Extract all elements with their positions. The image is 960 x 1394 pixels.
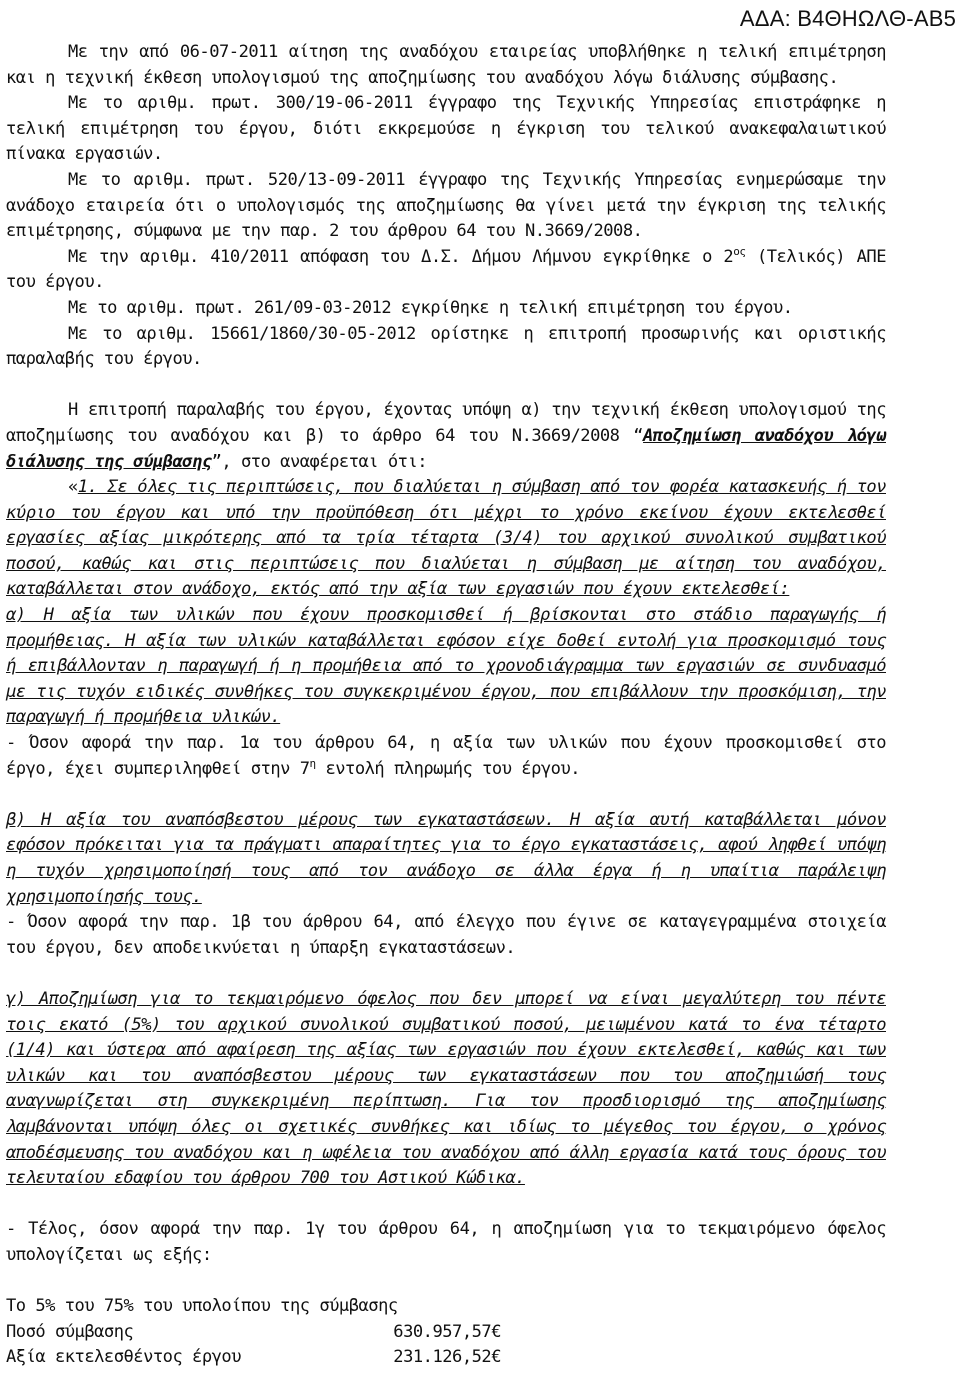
note-a-before: - Όσον αφορά την παρ. 1α του άρθρου 64, η αξία των υλικών που έχουν προσκομισθεί στο έργο, έχει συμπεριληφθεί στην 7 [6,733,886,779]
ada-code: ΑΔΑ: Β4ΘΗΩΛΘ-ΑΒ5 [739,6,956,31]
calc-label: Αξία εκτελεσθέντος έργου [6,1347,241,1368]
intro-p4-before: Με την αριθμ. 410/2011 απόφαση του Δ.Σ. Δήμου Λήμνου εγκρίθηκε ο 2 [68,246,734,267]
calc-row-executed-work [6,1345,886,1371]
intro-paragraph-1: Με την από 06-07-2011 αίτηση της αναδόχου εταιρείας υποβλήθηκε η τελική επιμέτρηση και η τεχνική έκθεση υπολογισμού της αποζημίωσης του αναδόχου λόγω διάλυσης σύμβασης. [6,42,886,88]
committee-bold-title: Αποζημίωση αναδόχου λόγω διάλυσης της σύμβασης [6,425,886,472]
committee-text-end: ”, στο αναφέρεται ότι: [211,451,428,472]
article-item-c: γ) Αποζημίωση για το τεκμαιρόμενο όφελος που δεν μπορεί να είναι μεγαλύτερη του πέντε τοις εκατό (5%) του αρχικού συνολικού συμβατικού ποσού, μειωμένου κατά το ένα τέταρτο (1/4) και ύστερα από αφαίρεση της αξίας των εργασιών που έχουν εκτελεσθεί, καθώς και των υλικών και του αναπόσβεστου μέρους των εγκαταστάσεων που του αποζημιώσή τους αναγνωρίζεται στη συγκεκριμένη περίπτωση. Για τον προσδιορισμό της αποζημίωσης λαμβάνονται υπόψη όλες οι σχετικές συνθήκες και ιδίως το μέγεθος του έργου, ο χρόνος αποδέσμευσης του αναδόχου και η ωφέλεια του αναδόχου από άλλη εργασία κατά τους όρους του τελευταίου εδαφίου του άρθρου 700 του Αστικού Κώδικα. [6,988,886,1189]
committee-paragraph [6,398,886,475]
intro-paragraph-2: Με το αριθμ. πρωτ. 300/19-06-2011 έγγραφο της Τεχνικής Υπηρεσίας επιστράφηκε η τελική επιμέτρηση του έργου, διότι εκκρεμούσε η έγκριση του τελικού ανακεφαλαιωτικού πίνακα εργασιών. [6,93,886,165]
intro-p4-after: (Τελικός) ΑΠΕ του έργου. [6,246,886,293]
calc-row-contract-amount [6,1320,886,1346]
ordinal-suffix: η [309,756,316,770]
calc-value: 231.126,52€ [393,1347,501,1368]
calc-label: Ποσό σύμβασης [6,1321,134,1342]
intro-paragraph-6: Με το αριθμ. 15661/1860/30-05-2012 ορίστηκε η επιτροπή προσωρινής και οριστικής παραλαβής του έργου. [6,323,886,370]
intro-paragraph-4 [6,245,886,296]
final-note: - Τέλος, όσον αφορά την παρ. 1γ του άρθρου 64, η αποζημίωση για το τεκμαιρόμενο όφελος υπολογίζεται ως εξής: [6,1219,886,1265]
ordinal-suffix: ος [733,244,746,258]
article-note-b: - Όσον αφορά την παρ. 1β του άρθρου 64, από έλεγχο που έγινε σε καταγεγραμμένα στοιχεία του έργου, δεν αποδεικνύεται η ύπαρξη εγκαταστάσεων. [6,912,886,958]
article-para1-text: 1. Σε όλες τις περιπτώσεις, που διαλύεται η σύμβαση από τον φορέα κατασκευής ή τον κύριο του έργου και υπό την προϋπόθεση ότι μέχρι το χρόνο εκείνου έχουν εκτελεσθεί εργασίες αξίας μικρότερης από τα τρία τέταρτα (3/4) του αρχικού συνολικού συμβατικού ποσού, καθώς και στις περιπτώσεις που διαλύεται η σύμβαση με αίτηση του αναδόχου, καταβάλλεται στον ανάδοχο, εκτός από την αξία των εργασιών που έχουν εκτελεσθεί: [6,477,886,600]
spacer [6,1192,886,1218]
spacer [6,1269,886,1295]
spacer [6,373,886,399]
spacer [6,782,886,808]
article-quote-start: « [68,477,78,498]
article-item-b: β) Η αξία του αναπόσβεστου μέρους των εγκαταστάσεων. Η αξία αυτή καταβάλλεται μόνον εφόσον πρόκειται για τα πράγματι απαραίτητες για το έργο εγκαταστάσεις, αφού ληφθεί υπόψη η τυχόν χρησιμοποίησή τους από τον ανάδοχο σε άλλα έργα ή η υπαίτια παράλειψη χρησιμοποίησής τους. [6,809,886,907]
committee-quote-open: “ [633,425,644,446]
intro-paragraph-5: Με το αριθμ. πρωτ. 261/09-03-2012 εγκρίθηκε η τελική επιμέτρηση του έργου. [68,297,793,318]
document-body [6,40,886,1371]
calc-value: 630.957,57€ [393,1321,501,1342]
article-item-a: α) Η αξία των υλικών που έχουν προσκομισθεί ή βρίσκονται στο στάδιο παραγωγής ή προμήθειας. Η αξία των υλικών καταβάλλεται εφόσον είχε δοθεί εντολή για προσκομισμό τους ή επιβάλλονταν η παραγωγή ή η προμήθεια από το χρονοδιάγραμμα των εργασιών σε συνδυασμό με τις τυχόν ειδικές συνθήκες του συγκεκριμένου έργου, που επιβάλλουν την προσκόμιση, την παραγωγή ή προμήθεια υλικών. [6,605,886,728]
intro-paragraph-3: Με το αριθμ. πρωτ. 520/13-09-2011 έγγραφο της Τεχνικής Υπηρεσίας ενημερώσαμε την ανάδοχο εταιρεία ότι ο υπολογισμός της αποζημίωσης θα γίνει μετά την έγκριση της τελικής επιμέτρησης, σύμφωνα με την παρ. 2 του άρθρου 64 του Ν.3669/2008. [6,169,886,242]
article-note-a [6,731,886,782]
spacer [6,961,886,987]
committee-text: Η επιτροπή παραλαβής του έργου, έχοντας υπόψη α) την τεχνική έκθεση υπολογισμού της αποζημίωσης του αναδόχου και β) το άρθρο 64 του Ν.3669/2008 [6,400,886,446]
note-a-after: εντολή πληρωμής του έργου. [315,758,581,779]
calc-title: Το 5% του 75% του υπολοίπου της σύμβασης [6,1296,398,1317]
article-paragraph-1 [6,475,886,603]
